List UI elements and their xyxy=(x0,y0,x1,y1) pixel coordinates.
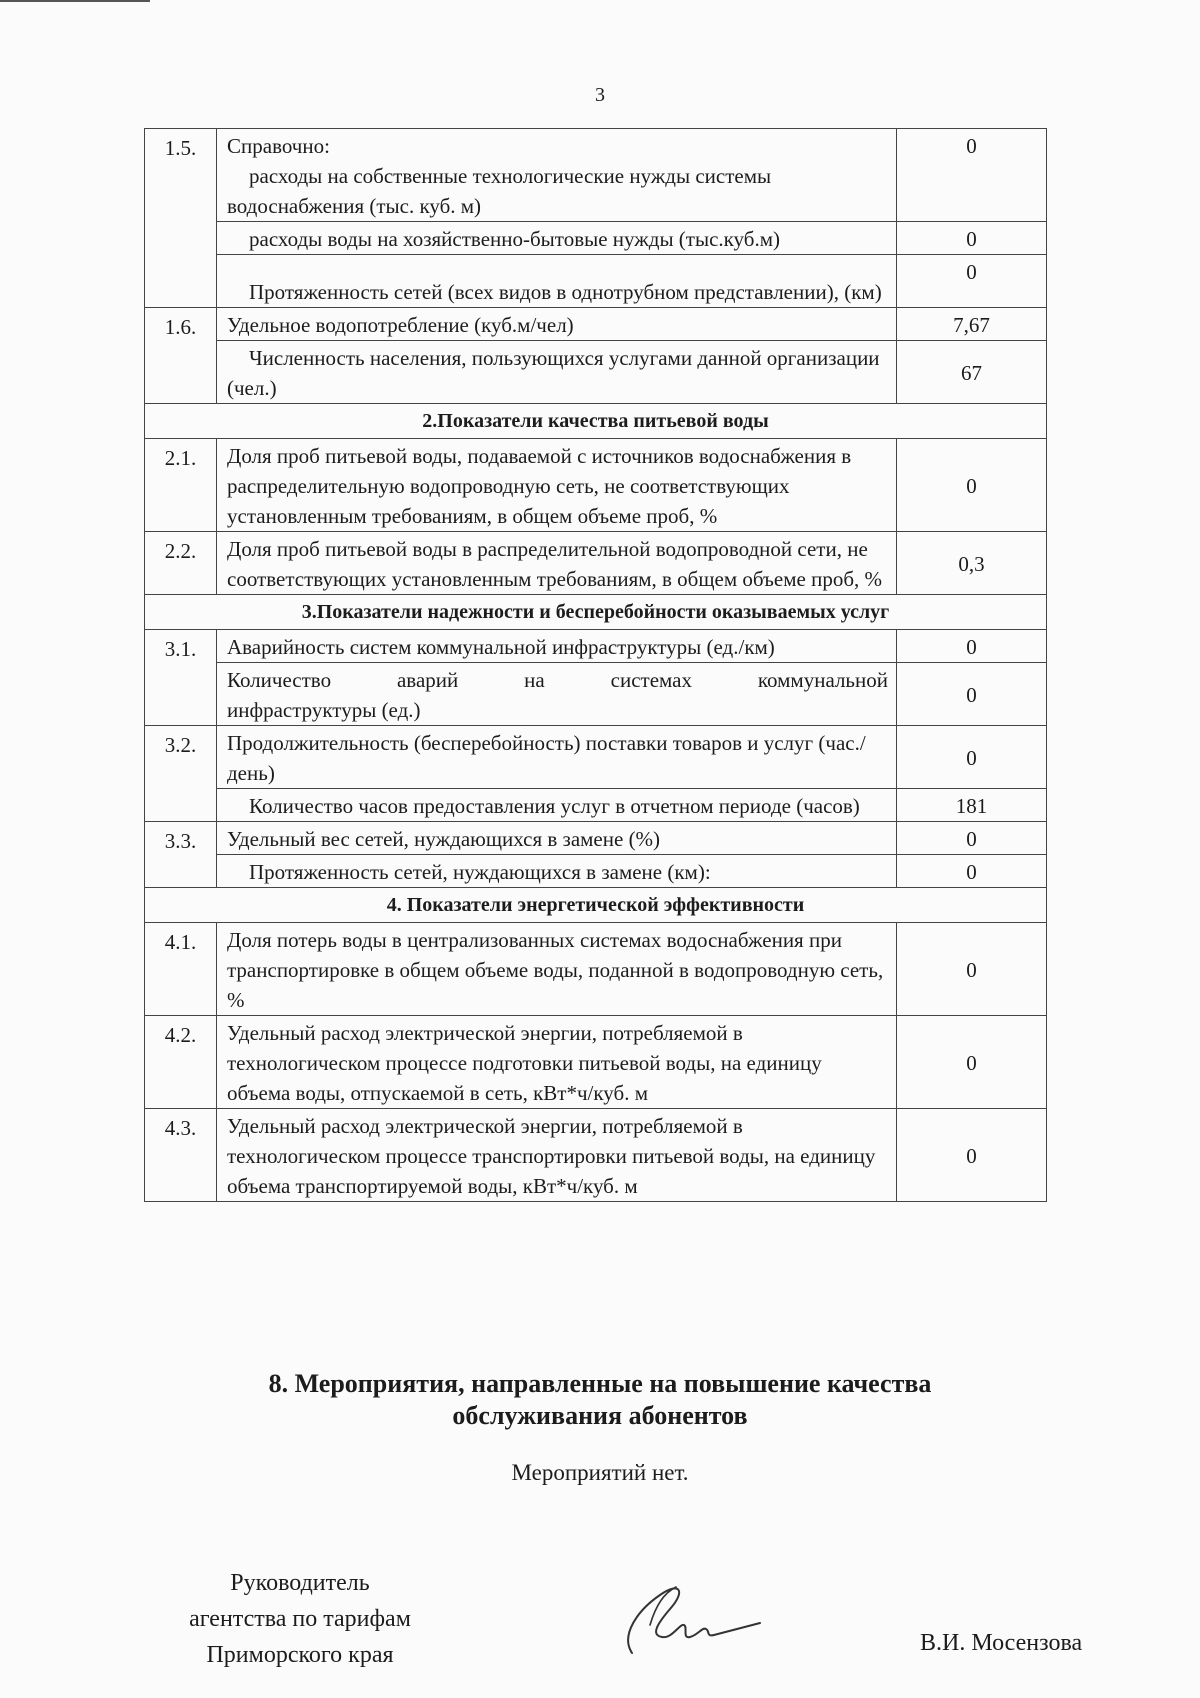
indicators-table xyxy=(144,128,1047,1202)
row-text: Численность населения, пользующихся услугами данной организации (чел.) xyxy=(217,341,897,404)
row-value: 0 xyxy=(897,255,1047,308)
signer-title-line: Приморского края xyxy=(206,1642,394,1668)
row-value: 0 xyxy=(897,726,1047,789)
row-value: 0 xyxy=(897,630,1047,663)
row-value: 0 xyxy=(897,1109,1047,1202)
row-text: Аварийность систем коммунальной инфраструктуры (ед./км) xyxy=(217,630,897,663)
table-row xyxy=(145,726,1047,789)
section-header-row xyxy=(145,595,1047,630)
table-row xyxy=(145,855,1047,888)
row-heading: Справочно: xyxy=(227,134,330,158)
section-8-body: Мероприятий нет. xyxy=(511,1460,689,1485)
row-text: Доля проб питьевой воды в распределительной водопроводной сети, не соответствующих установленным требованиям, в общем объеме проб, % xyxy=(217,532,897,595)
row-text: Доля проб питьевой воды, подаваемой с источников водоснабжения в распределительную водопроводную сеть, не соответствующих установленным требованиям, в общем объеме проб, % xyxy=(217,439,897,532)
row-number: 3.1. xyxy=(145,630,217,726)
table-row xyxy=(145,129,1047,222)
table-row xyxy=(145,439,1047,532)
row-text: Удельный расход электрической энергии, потребляемой в технологическом процессе транспортировки питьевой воды, на единицу объема транспортируемой воды, кВт*ч/куб. м xyxy=(217,1109,897,1202)
section-header-row xyxy=(145,404,1047,439)
signer-name: В.И. Мосензова xyxy=(920,1630,1083,1656)
table-row xyxy=(145,822,1047,855)
table-row xyxy=(145,1016,1047,1109)
table-row xyxy=(145,630,1047,663)
table-row xyxy=(145,255,1047,308)
row-text xyxy=(217,129,897,222)
row-text: Продолжительность (бесперебойность) поставки товаров и услуг (час./день) xyxy=(217,726,897,789)
row-text: Удельный расход электрической энергии, потребляемой в технологическом процессе подготовки питьевой воды, на единицу объема воды, отпускаемой в сеть, кВт*ч/куб. м xyxy=(217,1016,897,1109)
signer-title-line: Руководитель xyxy=(230,1570,370,1596)
row-number: 4.1. xyxy=(145,923,217,1016)
page-number: 3 xyxy=(595,84,605,106)
row-text-line: Количество аварий на системах коммунальной xyxy=(227,668,888,692)
row-value: 0 xyxy=(897,222,1047,255)
row-value: 0 xyxy=(897,439,1047,532)
handwritten-signature xyxy=(610,1565,770,1665)
row-value: 0,3 xyxy=(897,532,1047,595)
signer-title-line: агентства по тарифам xyxy=(189,1606,411,1632)
row-value: 0 xyxy=(897,129,1047,222)
section-8-title-line: обслуживания абонентов xyxy=(452,1401,748,1430)
row-number: 1.6. xyxy=(145,308,217,404)
row-number: 3.3. xyxy=(145,822,217,888)
row-value: 181 xyxy=(897,789,1047,822)
scan-edge-mark xyxy=(0,0,150,2)
table-row xyxy=(145,1109,1047,1202)
row-number: 2.1. xyxy=(145,439,217,532)
section-title: 4. Показатели энергетической эффективности xyxy=(145,888,1047,923)
section-header-row xyxy=(145,888,1047,923)
row-value: 0 xyxy=(897,855,1047,888)
table-row xyxy=(145,663,1047,726)
row-text: Протяженность сетей, нуждающихся в замене (км): xyxy=(217,855,897,888)
table-row xyxy=(145,532,1047,595)
row-text-line: инфраструктуры (ед.) xyxy=(227,698,421,722)
row-number: 4.3. xyxy=(145,1109,217,1202)
row-text: Удельное водопотребление (куб.м/чел) xyxy=(217,308,897,341)
table-row xyxy=(145,222,1047,255)
table-row xyxy=(145,341,1047,404)
row-value: 67 xyxy=(897,341,1047,404)
row-value: 0 xyxy=(897,1016,1047,1109)
row-text: Количество часов предоставления услуг в отчетном периоде (часов) xyxy=(217,789,897,822)
table-row xyxy=(145,789,1047,822)
row-text xyxy=(217,663,897,726)
row-value: 0 xyxy=(897,923,1047,1016)
row-text: Удельный вес сетей, нуждающихся в замене (%) xyxy=(217,822,897,855)
section-title: 3.Показатели надежности и бесперебойности оказываемых услуг xyxy=(145,595,1047,630)
row-value: 0 xyxy=(897,822,1047,855)
row-text: Протяженность сетей (всех видов в однотрубном представлении), (км) xyxy=(217,255,897,308)
row-number: 3.2. xyxy=(145,726,217,822)
row-value: 7,67 xyxy=(897,308,1047,341)
table-row xyxy=(145,308,1047,341)
section-8-title-line: 8. Мероприятия, направленные на повышение качества xyxy=(268,1369,932,1398)
row-number: 1.5. xyxy=(145,129,217,308)
row-number: 4.2. xyxy=(145,1016,217,1109)
section-title: 2.Показатели качества питьевой воды xyxy=(145,404,1047,439)
section-8-heading xyxy=(0,1368,1200,1432)
signer-title xyxy=(150,1565,450,1673)
row-text-body: расходы на собственные технологические нужды системы водоснабжения (тыс. куб. м) xyxy=(227,164,772,218)
row-number: 2.2. xyxy=(145,532,217,595)
row-text: расходы воды на хозяйственно-бытовые нужды (тыс.куб.м) xyxy=(217,222,897,255)
row-value: 0 xyxy=(897,663,1047,726)
table-row xyxy=(145,923,1047,1016)
row-text: Доля потерь воды в централизованных системах водоснабжения при транспортировке в общем объеме воды, поданной в водопроводную сеть, % xyxy=(217,923,897,1016)
